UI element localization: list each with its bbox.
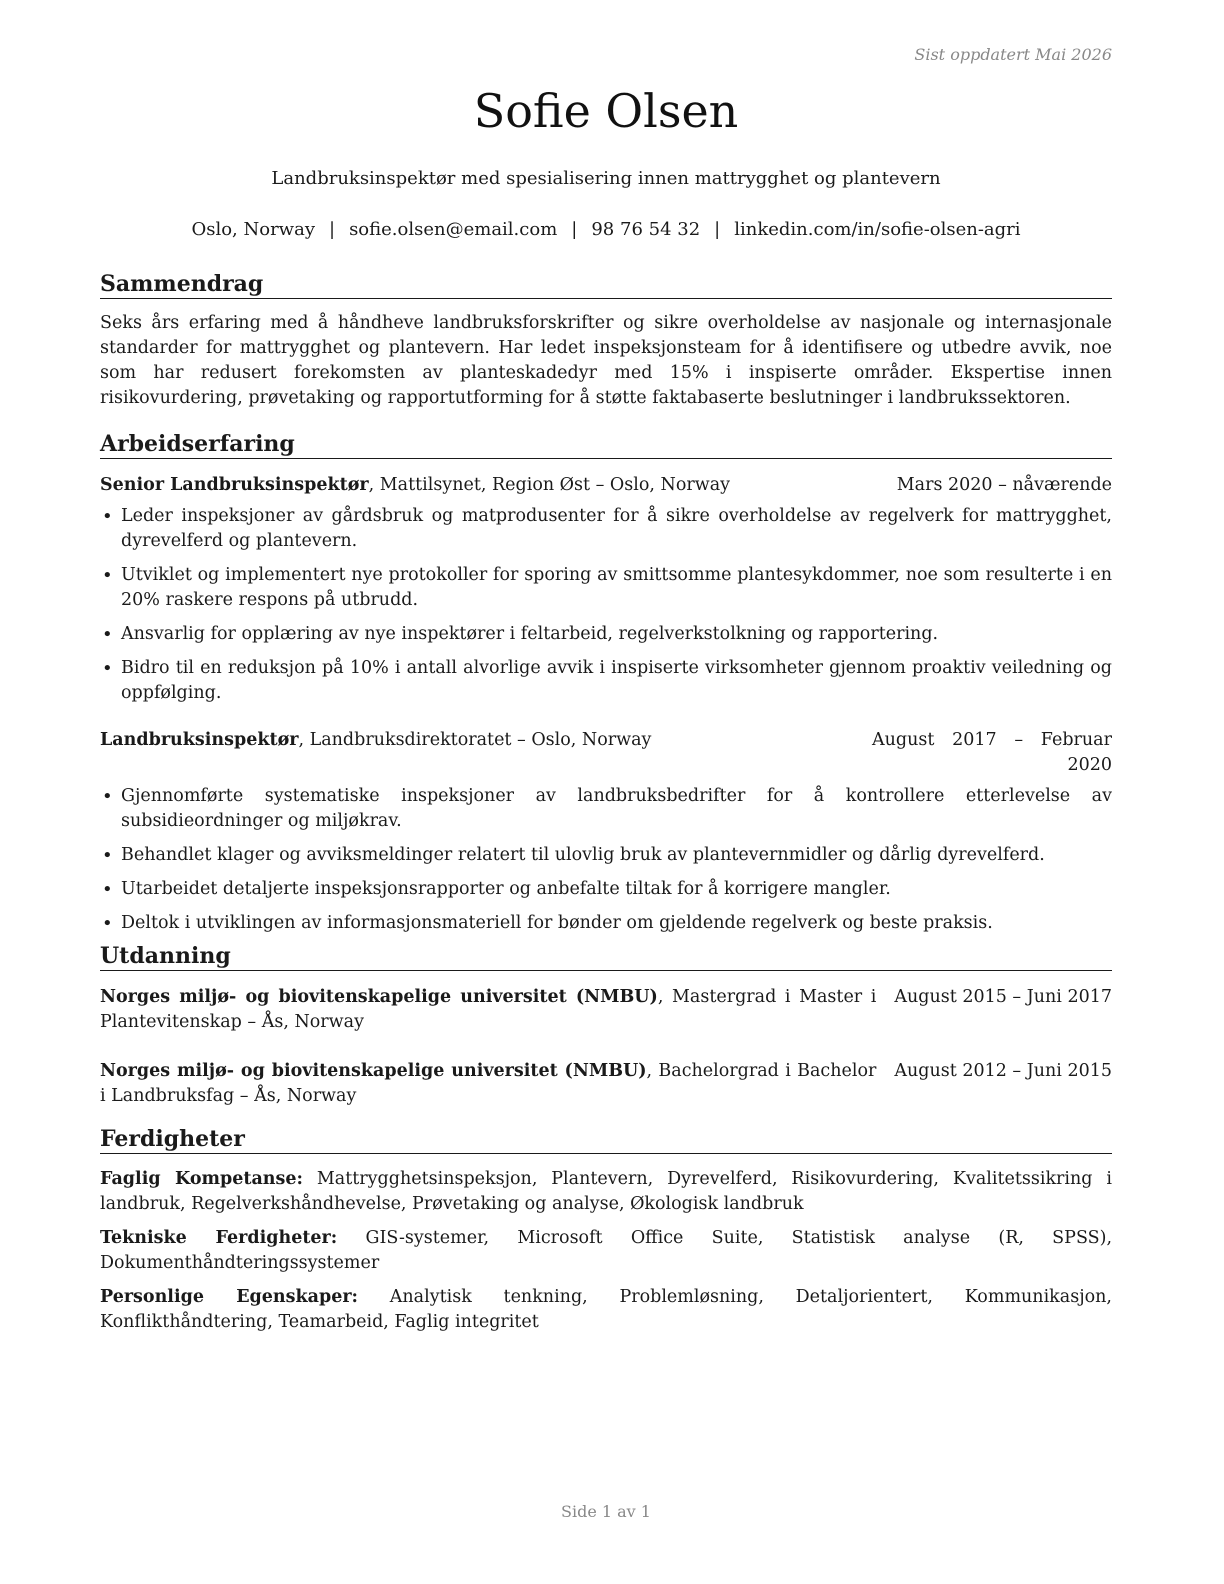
- contact-phone: 98 76 54 32: [591, 219, 701, 240]
- job-org: , Mattilsynet, Region Øst – Oslo, Norway: [368, 475, 731, 495]
- school-name: Norges miljø- og biovitenskapelige universitet (NMBU): [100, 1061, 647, 1081]
- skill-label: Tekniske Ferdigheter:: [100, 1228, 338, 1248]
- degree-details: , Mastergrad i Master i Plantevitenskap – Ås, Norway: [100, 987, 877, 1032]
- contact-location: Oslo, Norway: [191, 219, 315, 240]
- skill-label: Faglig Kompetanse:: [100, 1169, 303, 1189]
- candidate-name: Sofie Olsen: [473, 84, 739, 138]
- list-item: • Bidro til en reduksjon på 10% i antall alvorlige avvik i inspiserte virksomheter gjennom proaktiv veiledning og oppfølging.: [100, 656, 1112, 706]
- section-heading: Utdanning: [100, 942, 1112, 971]
- job-entry: [100, 473, 1112, 706]
- skill-list: GIS-systemer, Microsoft Office Suite, Statistisk analyse (R, SPSS), Dokumenthåndteringssystemer: [100, 1228, 1113, 1273]
- summary-text: Seks års erfaring med å håndheve landbruksforskrifter og sikre overholdelse av nasjonale og internasjonale standarder for mattrygghet og plantevern. Har ledet inspeksjonsteam for å identifisere og utbedre avvik, noe som har redusert forekomsten av planteskadedyr med 15% i inspiserte områder. Ekspertise innen risikovurdering, prøvetaking og rapportutforming for å støtte faktabaserte beslutninger i landbrukssektoren.: [100, 313, 1112, 408]
- skill-list: Mattrygghetsinspeksjon, Plantevern, Dyrevelferd, Risikovurdering, Kvalitetssikring i landbruk, Regelverkshåndhevelse, Prøvetaking og analyse, Økologisk landbruk: [100, 1169, 1112, 1214]
- job-header: [100, 728, 1112, 778]
- job-dates: August 2017 – Februar 2020: [872, 730, 1112, 775]
- list-item: • Leder inspeksjoner av gårdsbruk og matprodusenter for å sikre overholdelse av regelverk for mattrygghet, dyrevelferd og plantevern.: [100, 504, 1112, 554]
- list-item: • Ansvarlig for opplæring av nye inspektører i feltarbeid, regelverkstolkning og rapportering.: [100, 622, 1112, 647]
- job-header: [100, 473, 1112, 498]
- contact-separator: |: [714, 219, 721, 240]
- skills-section: [100, 1125, 1112, 1344]
- job-bullets: [100, 784, 1112, 936]
- education-section: [100, 942, 1112, 1109]
- degree-details: , Bachelorgrad i Bachelor i Landbruksfag – Ås, Norway: [100, 1061, 877, 1106]
- list-item: • Gjennomførte systematiske inspeksjoner av landbruksbedrifter for å kontrollere etterlevelse av subsidieordninger og miljøkrav.: [100, 784, 1112, 834]
- education-entry: [100, 1059, 1112, 1109]
- list-item: • Utviklet og implementert nye protokoller for sporing av smittsomme plantesykdommer, noe som resulterte i en 20% raskere respons på utbrudd.: [100, 563, 1112, 613]
- tagline: Landbruksinspektør med spesialisering innen mattrygghet og plantevern: [271, 168, 941, 189]
- list-item: • Deltok i utviklingen av informasjonsmateriell for bønder om gjeldende regelverk og beste praksis.: [100, 911, 1112, 936]
- contact-line: [100, 219, 1112, 241]
- section-heading: Sammendrag: [100, 270, 1112, 299]
- section-heading: Arbeidserfaring: [100, 430, 1112, 459]
- contact-separator: |: [571, 219, 578, 240]
- resume-page: [100, 0, 1112, 1584]
- job-bullets: [100, 504, 1112, 706]
- education-dates: August 2015 – Juni 2017: [894, 987, 1112, 1007]
- job-entry: [100, 728, 1112, 936]
- education-entry: [100, 985, 1112, 1035]
- summary-section: [100, 270, 1112, 411]
- page-number: Side 1 av 1: [561, 1502, 651, 1521]
- job-dates: Mars 2020 – nåværende: [896, 475, 1112, 495]
- contact-email[interactable]: sofie.olsen@email.com: [349, 219, 558, 240]
- job-title: Senior Landbruksinspektør: [100, 475, 369, 495]
- school-name: Norges miljø- og biovitenskapelige universitet (NMBU): [100, 987, 658, 1007]
- contact-separator: |: [328, 219, 336, 240]
- skill-group: [100, 1226, 1112, 1276]
- last-updated: Sist oppdatert Mai 2026: [914, 45, 1112, 64]
- skill-group: [100, 1167, 1112, 1217]
- list-item: • Behandlet klager og avviksmeldinger relatert til ulovlig bruk av plantevernmidler og dårlig dyrevelferd.: [100, 843, 1112, 868]
- job-title: Landbruksinspektør: [100, 730, 299, 750]
- contact-linkedin[interactable]: linkedin.com/in/sofie-olsen-agri: [734, 219, 1021, 240]
- skill-group: [100, 1285, 1112, 1335]
- list-item: • Utarbeidet detaljerte inspeksjonsrapporter og anbefalte tiltak for å korrigere mangler.: [100, 877, 1112, 902]
- education-dates: August 2012 – Juni 2015: [894, 1061, 1112, 1081]
- skill-list: Analytisk tenkning, Problemløsning, Detaljorientert, Kommunikasjon, Konflikthåndtering, Teamarbeid, Faglig integritet: [100, 1287, 1112, 1332]
- job-org: , Landbruksdirektoratet – Oslo, Norway: [298, 730, 652, 750]
- experience-section: [100, 430, 1112, 945]
- skill-label: Personlige Egenskaper:: [100, 1287, 359, 1307]
- section-heading: Ferdigheter: [100, 1125, 1112, 1154]
